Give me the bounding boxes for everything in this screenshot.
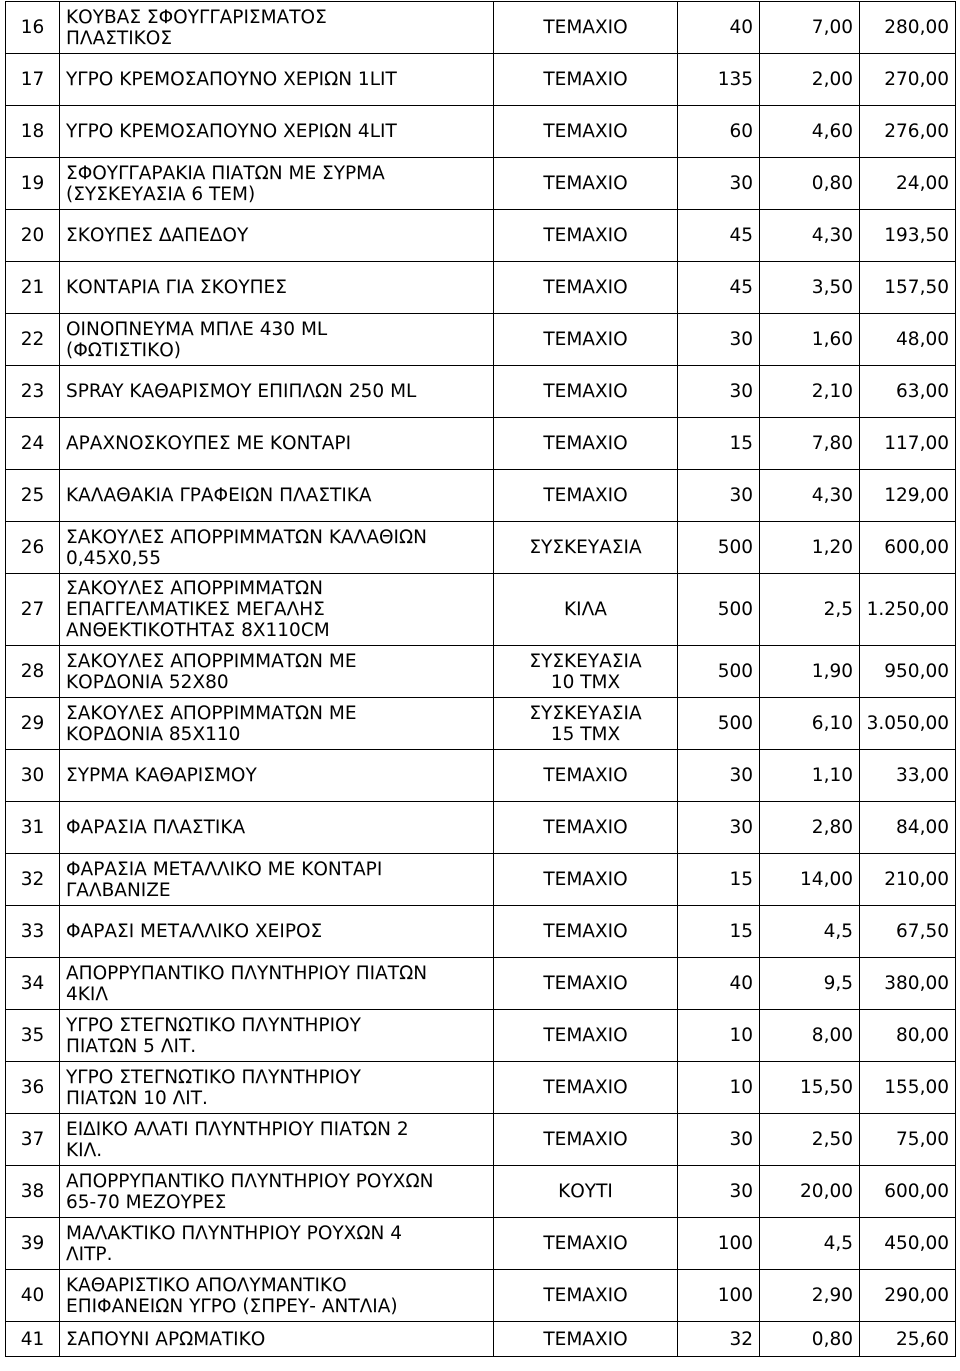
item-number: 37 [6,1114,60,1166]
item-description [60,1322,494,1357]
item-unit-price: 0,80 [760,158,860,210]
item-description [60,262,494,314]
item-unit-line: ΤΕΜΑΧΙΟ [543,921,628,942]
item-description [60,470,494,522]
item-unit [494,210,678,262]
item-unit-price: 4,30 [760,470,860,522]
item-unit-price: 7,80 [760,418,860,470]
table-row [6,470,956,522]
item-number: 36 [6,1062,60,1114]
item-total: 290,00 [860,1270,956,1322]
item-unit-price: 2,5 [760,574,860,646]
item-quantity: 30 [678,314,760,366]
table-row [6,1322,956,1357]
item-quantity: 30 [678,1114,760,1166]
table-row [6,1062,956,1114]
item-unit-price: 1,20 [760,522,860,574]
item-total: 129,00 [860,470,956,522]
item-quantity: 45 [678,210,760,262]
item-quantity: 500 [678,646,760,698]
item-description-line: ΕΙΔΙΚΟ ΑΛΑΤΙ ΠΛΥΝΤΗΡΙΟΥ ΠΙΑΤΩΝ 2 [66,1118,409,1140]
table-row [6,418,956,470]
table-row [6,314,956,366]
item-description-line: SPRAY ΚΑΘΑΡΙΣΜΟΥ ΕΠΙΠΛΩΝ 250 ML [66,381,417,402]
item-unit-price: 2,90 [760,1270,860,1322]
item-number: 17 [6,54,60,106]
item-quantity: 500 [678,574,760,646]
item-total: 48,00 [860,314,956,366]
item-description-line: ΚΙΛ. [66,1139,103,1161]
item-description-line: ΥΓΡΟ ΚΡΕΜΟΣΑΠΟΥΝΟ ΧΕΡΙΩΝ 4LIT [66,121,397,142]
item-unit [494,1166,678,1218]
item-unit [494,1062,678,1114]
table-row [6,1114,956,1166]
table-row [6,574,956,646]
item-unit-line: ΤΕΜΑΧΙΟ [543,17,628,38]
table-row [6,210,956,262]
item-description-line: ΥΓΡΟ ΣΤΕΓΝΩΤΙΚΟ ΠΛΥΝΤΗΡΙΟΥ [66,1066,361,1088]
item-unit-line: ΤΕΜΑΧΙΟ [543,433,628,454]
item-description-line: ΦΑΡΑΣΙ ΜΕΤΑΛΛΙΚΟ ΧΕΙΡΟΣ [66,921,323,942]
item-total: 600,00 [860,522,956,574]
item-total: 3.050,00 [860,698,956,750]
item-description-line: ΑΡΑΧΝΟΣΚΟΥΠΕΣ ΜΕ ΚΟΝΤΑΡΙ [66,433,352,454]
item-unit [494,802,678,854]
item-description-line: ΚΑΛΑΘΑΚΙΑ ΓΡΑΦΕΙΩΝ ΠΛΑΣΤΙΚΑ [66,485,372,506]
item-unit-price: 2,50 [760,1114,860,1166]
table-row [6,522,956,574]
item-unit [494,1270,678,1322]
item-quantity: 10 [678,1010,760,1062]
item-description-line: ΠΙΑΤΩΝ 10 ΛΙΤ. [66,1087,208,1109]
item-unit-price: 2,00 [760,54,860,106]
item-unit-price: 4,5 [760,906,860,958]
item-unit-price: 2,80 [760,802,860,854]
item-unit-price: 1,90 [760,646,860,698]
item-quantity: 30 [678,158,760,210]
item-unit [494,574,678,646]
item-number: 32 [6,854,60,906]
table-row [6,698,956,750]
item-description-line: ΜΑΛΑΚΤΙΚΟ ΠΛΥΝΤΗΡΙΟΥ ΡΟΥΧΩΝ 4 [66,1222,402,1244]
item-quantity: 10 [678,1062,760,1114]
item-unit-price: 4,60 [760,106,860,158]
item-number: 26 [6,522,60,574]
item-unit-line: ΤΕΜΑΧΙΟ [543,277,628,298]
item-unit-price: 4,5 [760,1218,860,1270]
item-unit [494,366,678,418]
item-description [60,1062,494,1114]
table-row [6,2,956,54]
item-unit-price: 3,50 [760,262,860,314]
item-description-line: ΓΑΛΒΑΝΙΖΕ [66,879,171,901]
item-number: 41 [6,1322,60,1357]
item-description-line: ΚΑΘΑΡΙΣΤΙΚΟ ΑΠΟΛΥΜΑΝΤΙΚΟ [66,1274,347,1296]
item-description-line: ΛΙΤΡ. [66,1243,113,1265]
item-description [60,418,494,470]
item-description [60,314,494,366]
item-description-line: 4ΚΙΛ [66,983,109,1005]
item-number: 18 [6,106,60,158]
table-row [6,262,956,314]
item-description [60,2,494,54]
item-unit-price: 14,00 [760,854,860,906]
item-number: 27 [6,574,60,646]
item-unit-line: ΚΙΛΑ [564,599,607,620]
item-unit [494,698,678,750]
item-number: 23 [6,366,60,418]
item-description-line: ΣΑΠΟΥΝΙ ΑΡΩΜΑΤΙΚΟ [66,1328,266,1350]
item-description-line: ΕΠΑΓΓΕΛΜΑΤΙΚΕΣ ΜΕΓΑΛΗΣ [66,599,325,620]
item-unit [494,418,678,470]
item-number: 22 [6,314,60,366]
item-unit [494,522,678,574]
item-total: 155,00 [860,1062,956,1114]
item-unit-line: ΤΕΜΑΧΙΟ [543,173,628,194]
table-row [6,1010,956,1062]
item-description-line: ΣΑΚΟΥΛΕΣ ΑΠΟΡΡΙΜΜΑΤΩΝ ΜΕ [66,702,357,724]
item-description-line: ΣΑΚΟΥΛΕΣ ΑΠΟΡΡΙΜΜΑΤΩΝ [66,578,324,599]
item-unit-price: 9,5 [760,958,860,1010]
item-number: 24 [6,418,60,470]
item-unit-line: ΤΕΜΑΧΙΟ [543,1328,628,1350]
table-row [6,106,956,158]
item-unit-line: ΣΥΣΚΕΥΑΣΙΑ [529,537,642,558]
item-total: 67,50 [860,906,956,958]
table-row [6,958,956,1010]
item-unit-line: ΤΕΜΑΧΙΟ [543,1025,628,1046]
item-description [60,854,494,906]
item-description-line: ΑΝΘΕΚΤΙΚΟΤΗΤΑΣ 8Χ110CM [66,620,330,641]
item-total: 1.250,00 [860,574,956,646]
item-quantity: 30 [678,366,760,418]
item-number: 38 [6,1166,60,1218]
item-number: 31 [6,802,60,854]
item-description [60,574,494,646]
item-quantity: 500 [678,522,760,574]
item-total: 193,50 [860,210,956,262]
item-description-line: 0,45Χ0,55 [66,547,162,569]
item-unit-line: ΤΕΜΑΧΙΟ [543,1077,628,1098]
item-description [60,698,494,750]
price-table-body [6,2,956,1357]
item-total: 117,00 [860,418,956,470]
item-description [60,158,494,210]
item-unit-line: ΤΕΜΑΧΙΟ [543,329,628,350]
item-unit-price: 2,10 [760,366,860,418]
item-description-line: ΚΟΡΔΟΝΙΑ 52Χ80 [66,671,229,693]
item-unit-line: ΤΕΜΑΧΙΟ [543,973,628,994]
item-total: 63,00 [860,366,956,418]
item-total: 276,00 [860,106,956,158]
item-description [60,366,494,418]
table-row [6,802,956,854]
item-unit [494,2,678,54]
item-unit [494,750,678,802]
item-unit-price: 0,80 [760,1322,860,1357]
item-unit-line: ΤΕΜΑΧΙΟ [543,1285,628,1306]
item-description-line: ΣΑΚΟΥΛΕΣ ΑΠΟΡΡΙΜΜΑΤΩΝ ΜΕ [66,650,357,672]
item-unit-line: ΤΕΜΑΧΙΟ [543,1129,628,1150]
item-description-line: (ΣΥΣΚΕΥΑΣΙΑ 6 ΤΕΜ) [66,183,256,205]
item-description-line: ΕΠΙΦΑΝΕΙΩΝ ΥΓΡΟ (ΣΠΡΕΥ- ΑΝΤΛΙΑ) [66,1295,398,1317]
item-total: 380,00 [860,958,956,1010]
item-unit [494,906,678,958]
item-description-line: ΥΓΡΟ ΚΡΕΜΟΣΑΠΟΥΝΟ ΧΕΡΙΩΝ 1LIT [66,69,397,90]
item-description [60,210,494,262]
item-description [60,958,494,1010]
item-total: 450,00 [860,1218,956,1270]
item-unit-line: ΤΕΜΑΧΙΟ [543,485,628,506]
item-description [60,906,494,958]
item-total: 210,00 [860,854,956,906]
item-description [60,750,494,802]
item-description-line: ΣΥΡΜΑ ΚΑΘΑΡΙΣΜΟΥ [66,765,257,786]
price-table [5,1,956,1357]
item-unit [494,854,678,906]
item-quantity: 15 [678,906,760,958]
item-number: 29 [6,698,60,750]
item-quantity: 135 [678,54,760,106]
table-row [6,854,956,906]
item-number: 34 [6,958,60,1010]
item-description-line: 65-70 ΜΕΖΟΥΡΕΣ [66,1191,227,1213]
table-row [6,1166,956,1218]
item-unit [494,1218,678,1270]
item-quantity: 30 [678,1166,760,1218]
item-quantity: 15 [678,854,760,906]
item-description [60,54,494,106]
item-quantity: 15 [678,418,760,470]
item-total: 600,00 [860,1166,956,1218]
item-number: 20 [6,210,60,262]
item-quantity: 40 [678,958,760,1010]
item-number: 30 [6,750,60,802]
item-description-line: ΑΠΟΡΡΥΠΑΝΤΙΚΟ ΠΛΥΝΤΗΡΙΟΥ ΡΟΥΧΩΝ [66,1170,434,1192]
item-description-line: ΦΑΡΑΣΙΑ ΜΕΤΑΛΛΙΚΟ ΜΕ ΚΟΝΤΑΡΙ [66,858,383,880]
item-unit [494,106,678,158]
item-description [60,106,494,158]
item-description [60,1166,494,1218]
item-unit [494,1114,678,1166]
item-description [60,1218,494,1270]
item-unit [494,314,678,366]
item-quantity: 60 [678,106,760,158]
table-row [6,646,956,698]
item-unit-line: ΣΥΣΚΕΥΑΣΙΑ [529,650,642,672]
item-total: 950,00 [860,646,956,698]
item-number: 19 [6,158,60,210]
item-total: 80,00 [860,1010,956,1062]
table-row [6,158,956,210]
item-description-line: (ΦΩΤΙΣΤΙΚΟ) [66,339,182,361]
item-description [60,802,494,854]
item-description [60,646,494,698]
item-description-line: ΠΛΑΣΤΙΚΟΣ [66,27,173,49]
item-unit-line: 15 ΤΜΧ [550,723,621,745]
item-total: 75,00 [860,1114,956,1166]
item-unit-price: 4,30 [760,210,860,262]
item-quantity: 30 [678,802,760,854]
item-description [60,1114,494,1166]
item-description-line: ΑΠΟΡΡΥΠΑΝΤΙΚΟ ΠΛΥΝΤΗΡΙΟΥ ΠΙΑΤΩΝ [66,962,428,984]
item-unit-line: ΤΕΜΑΧΙΟ [543,225,628,246]
item-unit-line: ΚΟΥΤΙ [558,1181,613,1202]
item-number: 16 [6,2,60,54]
item-unit-price: 1,10 [760,750,860,802]
item-total: 33,00 [860,750,956,802]
item-unit-line: ΤΕΜΑΧΙΟ [543,869,628,890]
table-row [6,366,956,418]
item-unit-price: 8,00 [760,1010,860,1062]
table-row [6,1218,956,1270]
item-unit [494,262,678,314]
item-number: 25 [6,470,60,522]
item-number: 39 [6,1218,60,1270]
item-unit [494,1322,678,1357]
item-number: 40 [6,1270,60,1322]
item-unit-price: 15,50 [760,1062,860,1114]
item-quantity: 30 [678,470,760,522]
item-number: 28 [6,646,60,698]
item-description-line: ΠΙΑΤΩΝ 5 ΛΙΤ. [66,1035,197,1057]
item-description-line: ΚΟΥΒΑΣ ΣΦΟΥΓΓΑΡΙΣΜΑΤΟΣ [66,6,327,28]
item-total: 157,50 [860,262,956,314]
item-quantity: 100 [678,1218,760,1270]
item-unit-line: ΤΕΜΑΧΙΟ [543,69,628,90]
item-quantity: 45 [678,262,760,314]
table-row [6,906,956,958]
item-unit-price: 7,00 [760,2,860,54]
item-description-line: ΣΦΟΥΓΓΑΡΑΚΙΑ ΠΙΑΤΩΝ ΜΕ ΣΥΡΜΑ [66,162,385,184]
item-unit-line: 10 ΤΜΧ [550,671,621,693]
table-row [6,54,956,106]
item-description [60,1270,494,1322]
item-unit-line: ΤΕΜΑΧΙΟ [543,121,628,142]
item-description-line: ΟΙΝΟΠΝΕΥΜΑ ΜΠΛΕ 430 ML [66,318,328,340]
item-description-line: ΥΓΡΟ ΣΤΕΓΝΩΤΙΚΟ ΠΛΥΝΤΗΡΙΟΥ [66,1014,361,1036]
item-quantity: 30 [678,750,760,802]
item-quantity: 32 [678,1322,760,1357]
item-unit-price: 20,00 [760,1166,860,1218]
item-unit-line: ΤΕΜΑΧΙΟ [543,381,628,402]
table-row [6,750,956,802]
item-number: 33 [6,906,60,958]
item-total: 270,00 [860,54,956,106]
item-description-line: ΚΟΡΔΟΝΙΑ 85Χ110 [66,723,241,745]
item-unit-line: ΤΕΜΑΧΙΟ [543,765,628,786]
item-total: 24,00 [860,158,956,210]
item-number: 21 [6,262,60,314]
item-unit [494,158,678,210]
item-unit-price: 1,60 [760,314,860,366]
item-quantity: 500 [678,698,760,750]
item-description-line: ΦΑΡΑΣΙΑ ΠΛΑΣΤΙΚΑ [66,817,246,838]
item-quantity: 40 [678,2,760,54]
item-description-line: ΣΑΚΟΥΛΕΣ ΑΠΟΡΡΙΜΜΑΤΩΝ ΚΑΛΑΘΙΩΝ [66,526,427,548]
item-unit-line: ΤΕΜΑΧΙΟ [543,817,628,838]
item-description-line: ΣΚΟΥΠΕΣ ΔΑΠΕΔΟΥ [66,225,249,246]
item-total: 84,00 [860,802,956,854]
item-total: 25,60 [860,1322,956,1357]
item-unit [494,470,678,522]
item-unit-line: ΣΥΣΚΕΥΑΣΙΑ [529,702,642,724]
item-unit [494,1010,678,1062]
item-description [60,522,494,574]
item-unit [494,54,678,106]
item-total: 280,00 [860,2,956,54]
item-unit [494,646,678,698]
item-unit-line: ΤΕΜΑΧΙΟ [543,1233,628,1254]
item-description [60,1010,494,1062]
item-quantity: 100 [678,1270,760,1322]
item-unit-price: 6,10 [760,698,860,750]
table-row [6,1270,956,1322]
item-number: 35 [6,1010,60,1062]
item-unit [494,958,678,1010]
item-description-line: ΚΟΝΤΑΡΙΑ ΓΙΑ ΣΚΟΥΠΕΣ [66,277,287,298]
